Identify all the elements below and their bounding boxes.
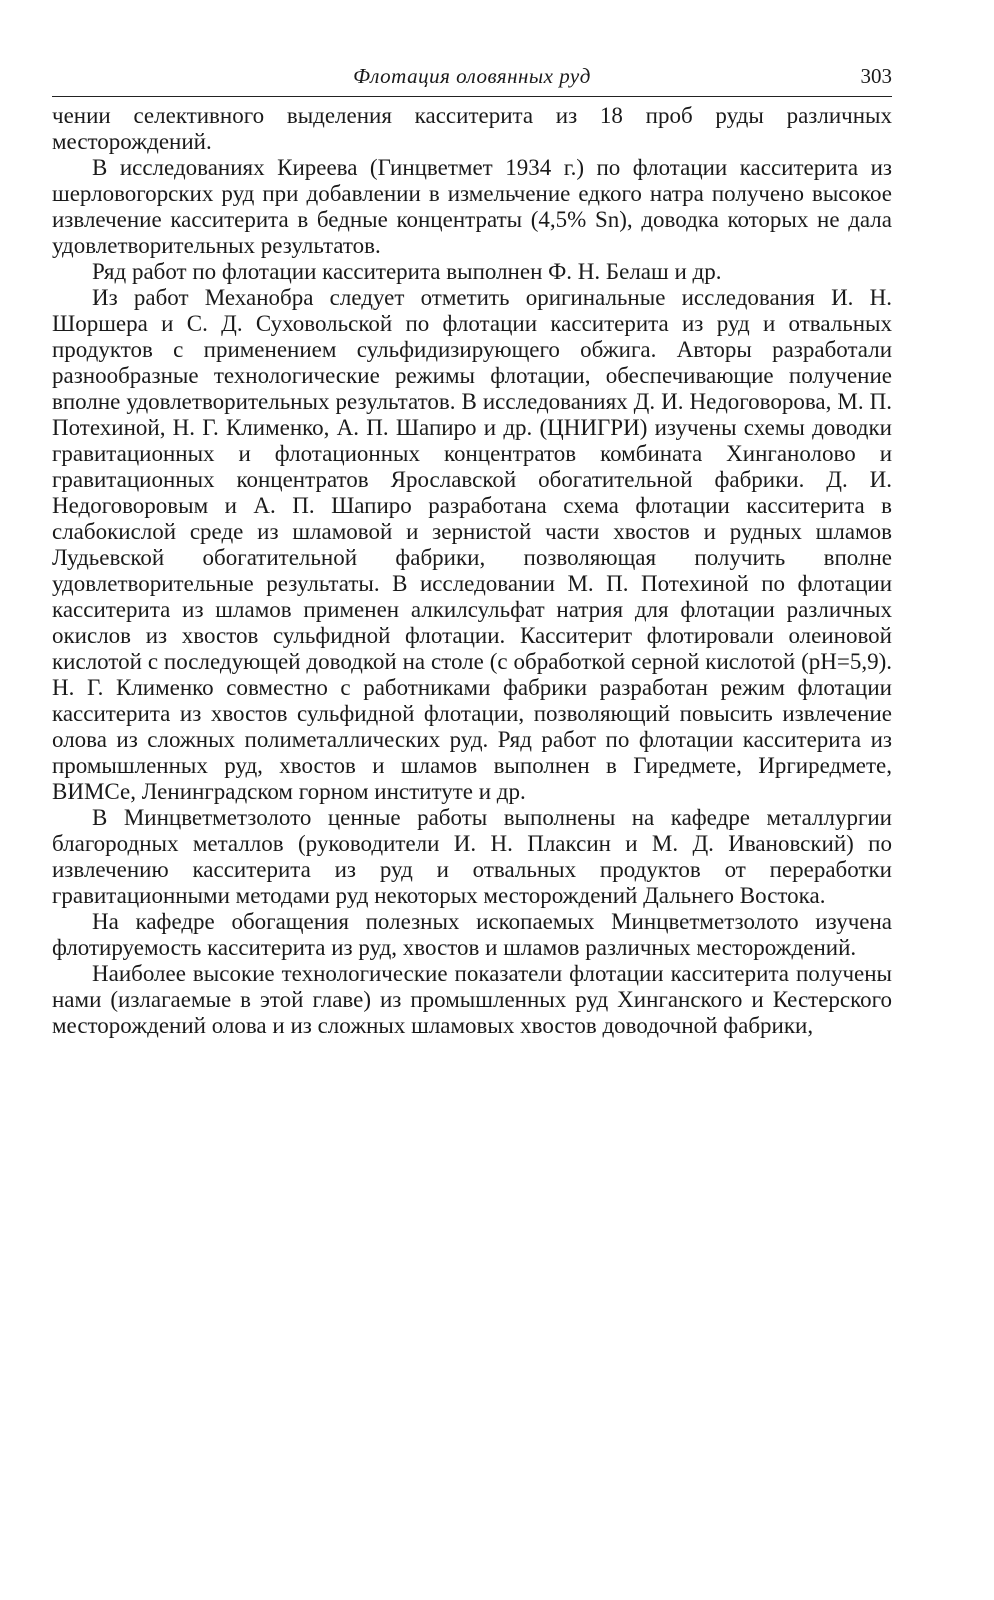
paragraph-kireev: В исследованиях Киреева (Гинцветмет 1934 г.) по флотации касситерита из шерловогорских руд при добавлении в измельчение едкого натра получено высокое извлечение касситерита в бедные концентраты (4,5% Sn), доводка которых не дала удовлетворительных результатов. xyxy=(52,155,892,258)
running-header xyxy=(52,58,892,97)
paragraph-mintsvetmetzoloto-beneficiation: На кафедре обогащения полезных ископаемых Минцветметзолото изучена флотируемость касситерита из руд, хвостов и шламов различных месторождений. xyxy=(52,909,892,960)
page-number: 303 xyxy=(860,64,892,88)
paragraph-mintsvetmetzoloto-metallurgy: В Минцветметзолото ценные работы выполнены на кафедре металлургии благородных металлов (руководители И. Н. Плаксин и М. Д. Ивановский) по извлечению касситерита из руд и отвальных продуктов от переработки гравитационными методами руд некоторых месторождений Дальнего Востока. xyxy=(52,805,892,908)
paragraph-results: Наиболее высокие технологические показатели флотации касситерита получены нами (излагаемые в этой главе) из промышленных руд Хинганского и Кестерского месторождений олова и из сложных шламовых хвостов доводочной фабрики, xyxy=(52,961,892,1038)
paragraph-mekhanobr: Из работ Механобра следует отметить оригинальные исследования И. Н. Шоршера и С. Д. Суховольской по флотации касситерита из руд и отвальных продуктов с применением сульфидизирующего обжига. Авторы разработали разнообразные технологические режимы флотации, обеспечивающие получение вполне удовлетворительных результатов. В исследованиях Д. И. Недоговорова, М. П. Потехиной, Н. Г. Клименко, А. П. Шапиро и др. (ЦНИГРИ) изучены схемы доводки гравитационных и флотационных концентратов комбината Хинганолово и гравитационных концентратов Ярославской обогатительной фабрики. Д. И. Недоговоровым и А. П. Шапиро разработана схема флотации касситерита в слабокислой среде из шламовой и зернистой части хвостов и рудных шламов Лудьевской обогатительной фабрики, позволяющая получить вполне удовлетворительные результаты. В исследовании М. П. Потехиной по флотации касситерита из шламов применен алкилсульфат натрия для флотации различных окислов из хвостов сульфидной флотации. Касситерит флотировали олеиновой кислотой с последующей доводкой на столе (с обработкой серной кислотой (pH=5,9). Н. Г. Клименко совместно с работниками фабрики разработан режим флотации касситерита из хвостов сульфидной флотации, позволяющий повысить извлечение олова из сложных полиметаллических руд. Ряд работ по флотации касситерита из промышленных руд, хвостов и шламов выполнен в Гиредмете, Иргиредмете, ВИМСе, Ленинградском горном институте и др. xyxy=(52,285,892,804)
paragraph-belash: Ряд работ по флотации касситерита выполнен Ф. Н. Белаш и др. xyxy=(92,259,722,284)
body-text xyxy=(52,103,892,1039)
document-page xyxy=(52,58,892,1039)
paragraph-continuation: чении селективного выделения касситерита из 18 проб руды различных месторождений. xyxy=(52,103,892,154)
running-title: Флотация оловянных руд xyxy=(353,64,591,88)
